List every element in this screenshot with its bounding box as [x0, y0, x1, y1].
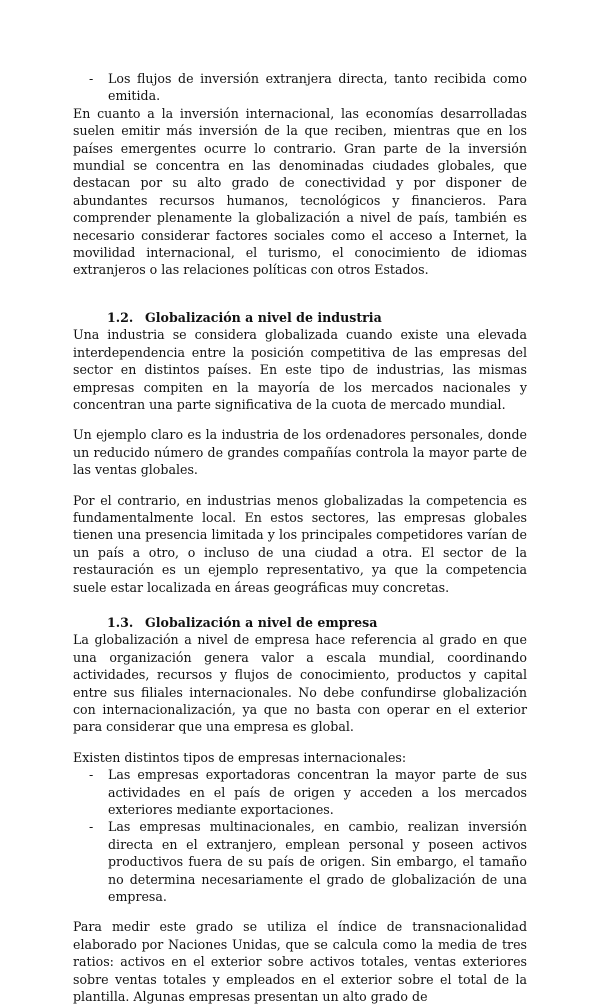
document-page	[73, 70, 527, 1006]
paragraph-international-investment: En cuanto a la inversión internacional, las economías desarrolladas suelen emitir más inversión de la que reciben, mientras que en los países emergentes ocurre lo contrario. Gran parte de la inversión mundial se concentra en las denominadas ciudades globales, que destacan por su alto grado de conectividad y por disponer de abundantes recursos humanos, tecnológicos y financieros. Para comprender plenamente la globalización a nivel de país, también es necesario considerar factores sociales como el acceso a Internet, la movilidad internacional, el turismo, el conocimiento de idiomas extranjeros o las relaciones políticas con otros Estados.	[73, 105, 527, 278]
section-heading-company	[73, 614, 527, 631]
section-heading-industry	[73, 309, 527, 326]
bullet-text: Las empresas exportadoras concentran la mayor parte de sus actividades en el país de origen y acceden a los mercados exteriores mediante exportaciones.	[108, 767, 527, 818]
paragraph: Para medir este grado se utiliza el índice de transnacionalidad elaborado por Naciones Unidas, que se calcula como la media de tres ratios: activos en el exterior sobre activos totales, ventas exteriores sobre ventas totales y empleados en el exterior sobre el total de la plantilla. Algunas empresas presentan un alto grado de	[73, 919, 527, 1005]
paragraph: La globalización a nivel de empresa hace referencia al grado en que una organización genera valor a escala mundial, coordinando actividades, recursos y flujos de conocimiento, productos y capital entre sus filiales internacionales. No debe confundirse globalización con internacionalización, ya que no basta con operar en el exterior para considerar que una empresa es global.	[73, 632, 527, 735]
bullet-dash: -	[89, 819, 94, 835]
list-item	[73, 766, 527, 818]
section-number: 1.3.	[107, 614, 134, 630]
bullet-dash: -	[89, 71, 94, 86]
bullet-dash: -	[89, 767, 94, 783]
list-item	[73, 818, 527, 905]
section-title: Globalización a nivel de industria	[145, 309, 382, 325]
list-item	[73, 70, 527, 105]
paragraph-list-intro: Existen distintos tipos de empresas internacionales:	[73, 749, 407, 765]
bullet-text: Los flujos de inversión extranjera directa, tanto recibida como emitida.	[108, 71, 527, 104]
section-number: 1.2.	[107, 309, 134, 325]
paragraph: Un ejemplo claro es la industria de los ordenadores personales, donde un reducido número de grandes compañías controla la mayor parte de las ventas globales.	[73, 427, 527, 478]
paragraph: Por el contrario, en industrias menos globalizadas la competencia es fundamentalmente local. En estos sectores, las empresas globales tienen una presencia limitada y los principales competidores varían de un país a otro, o incluso de una ciudad a otra. El sector de la restauración es un ejemplo representativo, ya que la competencia suele estar localizada en áreas geográficas muy concretas.	[73, 492, 527, 595]
paragraph: Una industria se considera globalizada cuando existe una elevada interdependencia entre la posición competitiva de las empresas del sector en distintos países. En este tipo de industrias, las mismas empresas compiten en la mayoría de los mercados nacionales y concentran una parte significativa de la cuota de mercado mundial.	[73, 327, 527, 412]
bullet-text: Las empresas multinacionales, en cambio, realizan inversión directa en el extranjero, emplean personal y poseen activos productivos fuera de su país de origen. Sin embargo, el tamaño no determina necesariamente el grado de globalización de una empresa.	[108, 819, 527, 905]
section-title: Globalización a nivel de empresa	[145, 614, 378, 630]
